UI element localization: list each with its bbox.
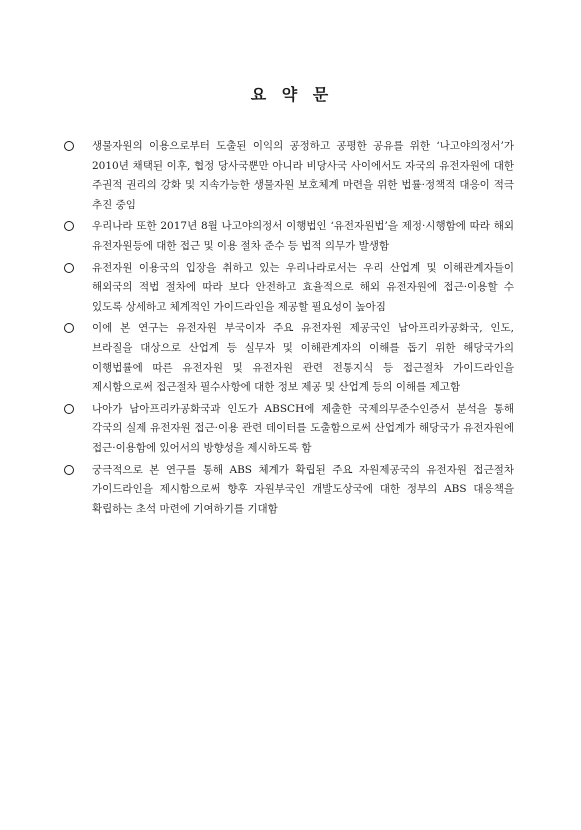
circle-bullet-icon	[64, 404, 74, 414]
circle-bullet-icon	[64, 263, 74, 273]
summary-item	[64, 217, 514, 256]
summary-item	[64, 319, 514, 397]
summary-item-text: 우리나라 또한 2017년 8월 나고야의정서 이행법인 ‘유전자원법’을 제정·시행함에 따라 해외 유전자원등에 대한 접근 및 이용 절차 준수 등 법적 의무가 발생함	[92, 220, 514, 252]
circle-bullet-icon	[64, 221, 74, 231]
summary-item-text: 유전자원 이용국의 입장을 취하고 있는 우리나라로서는 우리 산업계 및 이해관계자들이 해외국의 적법 절차에 따라 보다 안전하고 효율적으로 해외 유전자원에 접근·이용할 수 있도록 상세하고 체계적인 가이드라인을 제공할 필요성이 높아짐	[92, 261, 514, 313]
summary-item	[64, 461, 514, 520]
circle-bullet-icon	[64, 465, 74, 475]
summary-item-text: 나아가 남아프리카공화국과 인도가 ABSCH에 제출한 국제의무준수인증서 분석을 통해 각국의 실제 유전자원 접근·이용 관련 데이터를 도출함으로써 산업계가 해당국가 유전자원에 접근·이용함에 있어서의 방향성을 제시하도록 함	[92, 402, 514, 454]
summary-item-text: 궁극적으로 본 연구를 통해 ABS 체계가 확립된 주요 자원제공국의 유전자원 접근절차 가이드라인을 제시함으로써 향후 자원부국인 개발도상국에 대한 정부의 ABS 대응책을 확립하는 초석 마련에 기여하기를 기대함	[92, 463, 514, 515]
summary-item-text: 생물자원의 이용으로부터 도출된 이익의 공정하고 공평한 공유를 위한 ‘나고야의정서’가 2010년 채택된 이후, 협정 당사국뿐만 아니라 비당사국 사이에서도 자국의 유전자원에 대한 주권적 권리의 강화 및 지속가능한 생물자원 보호체계 마련을 위한 법률·정책적 대응이 적극 추진 중임	[92, 140, 514, 211]
summary-item	[64, 259, 514, 318]
summary-list	[64, 137, 514, 521]
circle-bullet-icon	[64, 323, 74, 333]
circle-bullet-icon	[64, 141, 74, 151]
summary-title: 요 약 문	[250, 85, 331, 104]
summary-item	[64, 137, 514, 215]
summary-item	[64, 400, 514, 459]
summary-item-text: 이에 본 연구는 유전자원 부국이자 주요 유전자원 제공국인 남아프리카공화국, 인도, 브라질을 대상으로 산업계 등 실무자 및 이해관계자의 이해를 돕기 위한 해당국가의 이행법률에 따른 유전자원 및 유전자원 관련 전통지식 등 접근절차 가이드라인을 제시함으로써 접근절차 필수사항에 대한 정보 제공 및 산업계 등의 이해를 제고함	[92, 322, 514, 394]
